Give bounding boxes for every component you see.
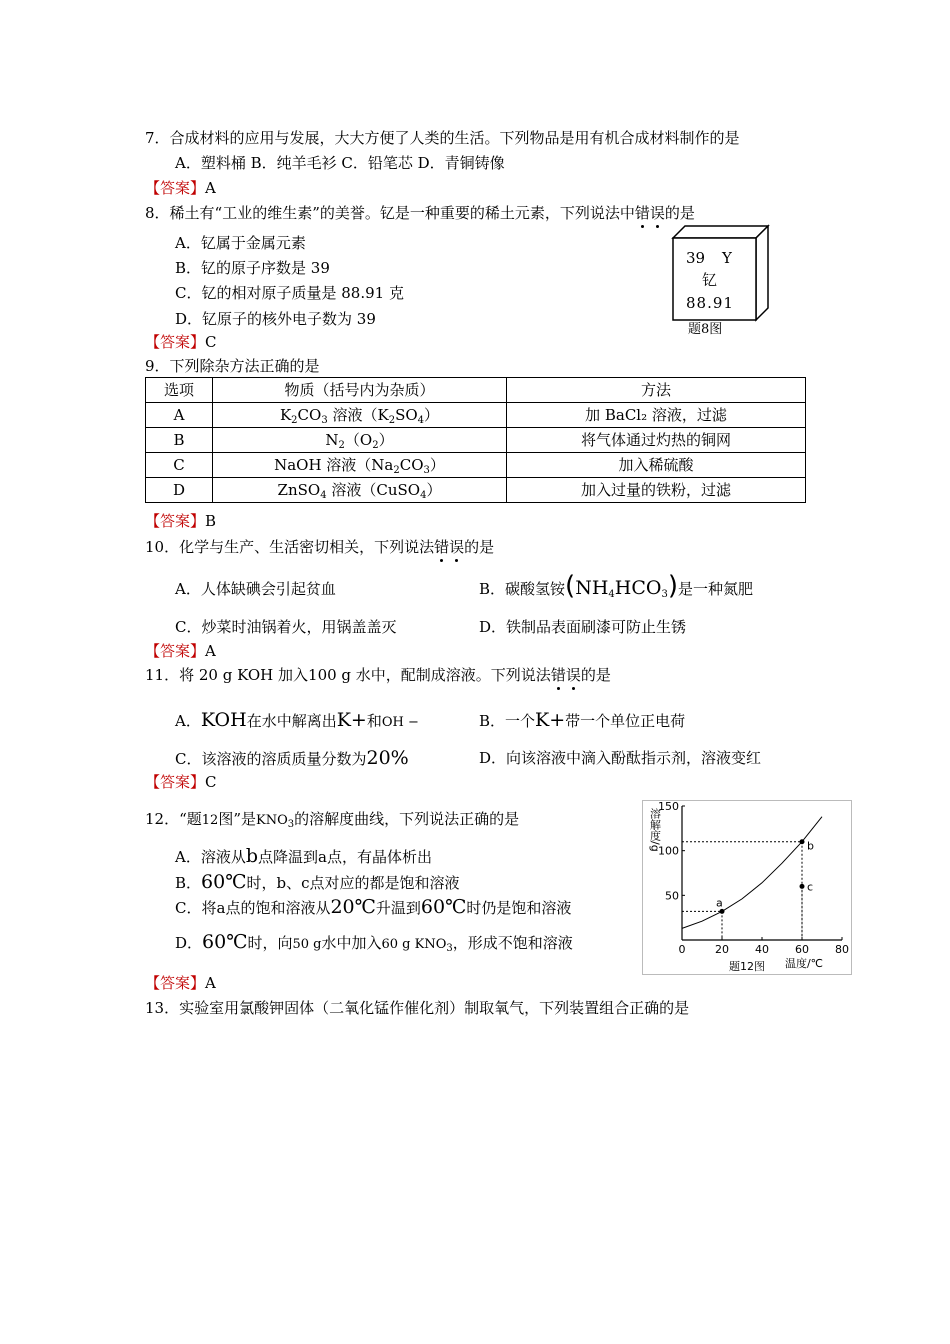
substance-cell: $N_2(O_2)$: [213, 428, 507, 453]
element-name: 钇: [702, 271, 718, 289]
substance-cell: $K_2CO_3$ 溶液$(K_2SO_4)$: [213, 403, 507, 428]
q10-option-d: D．铁制品表面刷漆可防止生锈: [479, 618, 687, 636]
table-row: D ZnSO$_4$ 溶液（CuSO$_4$） 加入过量的铁粉，过滤: [146, 478, 806, 503]
method-cell: 将气体通过灼热的铜网: [507, 428, 806, 453]
q11-stem: 11．将 20 g KOH 加入100 g 水中，配制成溶液。下列说法错误的是: [145, 666, 611, 684]
q12-option-a: A．溶液从b点降温到a点，有晶体析出: [175, 845, 432, 867]
q7-options: A．塑料桶 B．纯羊毛衫 C．铅笔芯 D．青铜铸像: [175, 154, 505, 172]
substance-cell: ZnSO$_4$ 溶液（CuSO$_4$）: [213, 478, 507, 503]
element-symbol: Y: [722, 249, 732, 267]
element-number: 39: [686, 249, 706, 267]
element-mass: 88.91: [686, 294, 734, 312]
answer-value: A: [205, 179, 216, 197]
data-point-a: [720, 909, 725, 914]
x-tick-label: 40: [755, 943, 769, 956]
header-substance: 物质（括号内为杂质）: [213, 378, 507, 403]
data-point-c: [800, 884, 805, 889]
figure-caption: 题8图: [688, 322, 723, 337]
q12-option-c: C．将a点的饱和溶液从20℃升温到60℃时仍是饱和溶液: [175, 896, 572, 918]
q8-option-d: D．钇原子的核外电子数为 39: [175, 310, 376, 328]
table-row: A $K_2CO_3$ 溶液$(K_2SO_4)$ 加 BaCl₂ 溶液，过滤: [146, 403, 806, 428]
q10-option-b: B．碳酸氢铵$(NH_4HCO_3)$是一种氮肥: [479, 571, 753, 601]
table-header-row: [146, 378, 806, 403]
q10-option-c: C．炒菜时油锅着火，用锅盖盖灭: [175, 618, 397, 636]
method-cell: 加入过量的铁粉，过滤: [507, 478, 806, 503]
point-label-c: c: [807, 880, 814, 894]
point-label-b: b: [807, 839, 814, 853]
point-label-a: a: [716, 896, 723, 910]
x-tick-label: 80: [835, 943, 849, 956]
x-tick-label: 60: [795, 943, 809, 956]
q8-option-a: A．钇属于金属元素: [175, 234, 306, 252]
q7-answer: [145, 178, 216, 198]
q10-stem: 10．化学与生产、生活密切相关，下列说法错误的是: [145, 538, 495, 556]
q11-option-a: A．KOH在水中解离出K+和OH −: [175, 709, 419, 731]
y-axis-label: 溶解度/g: [648, 808, 662, 852]
q11-answer: 【答案】C: [145, 773, 217, 791]
x-tick-label: 0: [678, 943, 686, 956]
q8-stem: 8．稀土有“工业的维生素”的美誉。钇是一种重要的稀土元素，下列说法中错误的是: [145, 204, 695, 222]
y-tick-label: 150: [658, 800, 679, 813]
q11-option-d: D．向该溶液中滴入酚酞指示剂，溶液变红: [479, 749, 762, 767]
header-method: 方法: [507, 378, 806, 403]
method-cell: 加入稀硫酸: [507, 453, 806, 478]
q11-option-c: C．该溶液的溶质质量分数为20%: [175, 747, 409, 769]
method-cell: 加 BaCl₂ 溶液，过滤: [507, 403, 806, 428]
data-point-b: [800, 839, 805, 844]
q12-option-b: B．60℃时，b、c点对应的都是饱和溶液: [175, 871, 460, 893]
chart-frame: [643, 801, 852, 975]
q7-stem: 7．合成材料的应用与发展，大大方便了人类的生活。下列物品是用有机合成材料制作的是: [145, 129, 740, 147]
q8-option-b: B．钇的原子序数是 39: [175, 259, 330, 277]
element-card-figure: [670, 224, 774, 338]
q9-table: [145, 377, 806, 503]
y-tick-label: 100: [658, 844, 679, 858]
q10-option-a: A．人体缺碘会引起贫血: [175, 580, 336, 598]
q8-answer: 【答案】C: [145, 333, 217, 351]
answer-label: 【答案】: [145, 179, 206, 197]
q11-option-b: B．一个K+带一个单位正电荷: [479, 709, 686, 731]
q13-stem: 13．实验室用氯酸钾固体（二氧化锰作催化剂）制取氧气，下列装置组合正确的是: [145, 999, 690, 1017]
table-row: C NaOH 溶液$(Na_2CO_3)$ 加入稀硫酸: [146, 453, 806, 478]
y-tick-label: 50: [665, 889, 679, 903]
kno3-solubility-chart: [642, 800, 852, 975]
q12-option-d: D．60℃时，向50 g水中加入60 g $KNO_3$，形成不饱和溶液: [175, 931, 573, 954]
chart-caption: 题12图: [729, 960, 765, 973]
q12-stem: 12．“题12图”是$KNO_3$的溶解度曲线，下列说法正确的是: [145, 810, 520, 830]
q12-answer: 【答案】A: [145, 974, 216, 992]
q10-answer: 【答案】A: [145, 642, 216, 660]
q9-answer: 【答案】B: [145, 512, 217, 530]
x-axis-label: 温度/℃: [784, 957, 824, 970]
x-tick-label: 20: [715, 943, 729, 956]
q8-option-c: C．钇的相对原子质量是 88.91 克: [175, 284, 404, 302]
q9-stem: 9．下列除杂方法正确的是: [145, 357, 320, 375]
header-option: 选项: [146, 378, 213, 403]
table-row: B $N_2(O_2)$ 将气体通过灼热的铜网: [146, 428, 806, 453]
substance-cell: NaOH 溶液$(Na_2CO_3)$: [213, 453, 507, 478]
